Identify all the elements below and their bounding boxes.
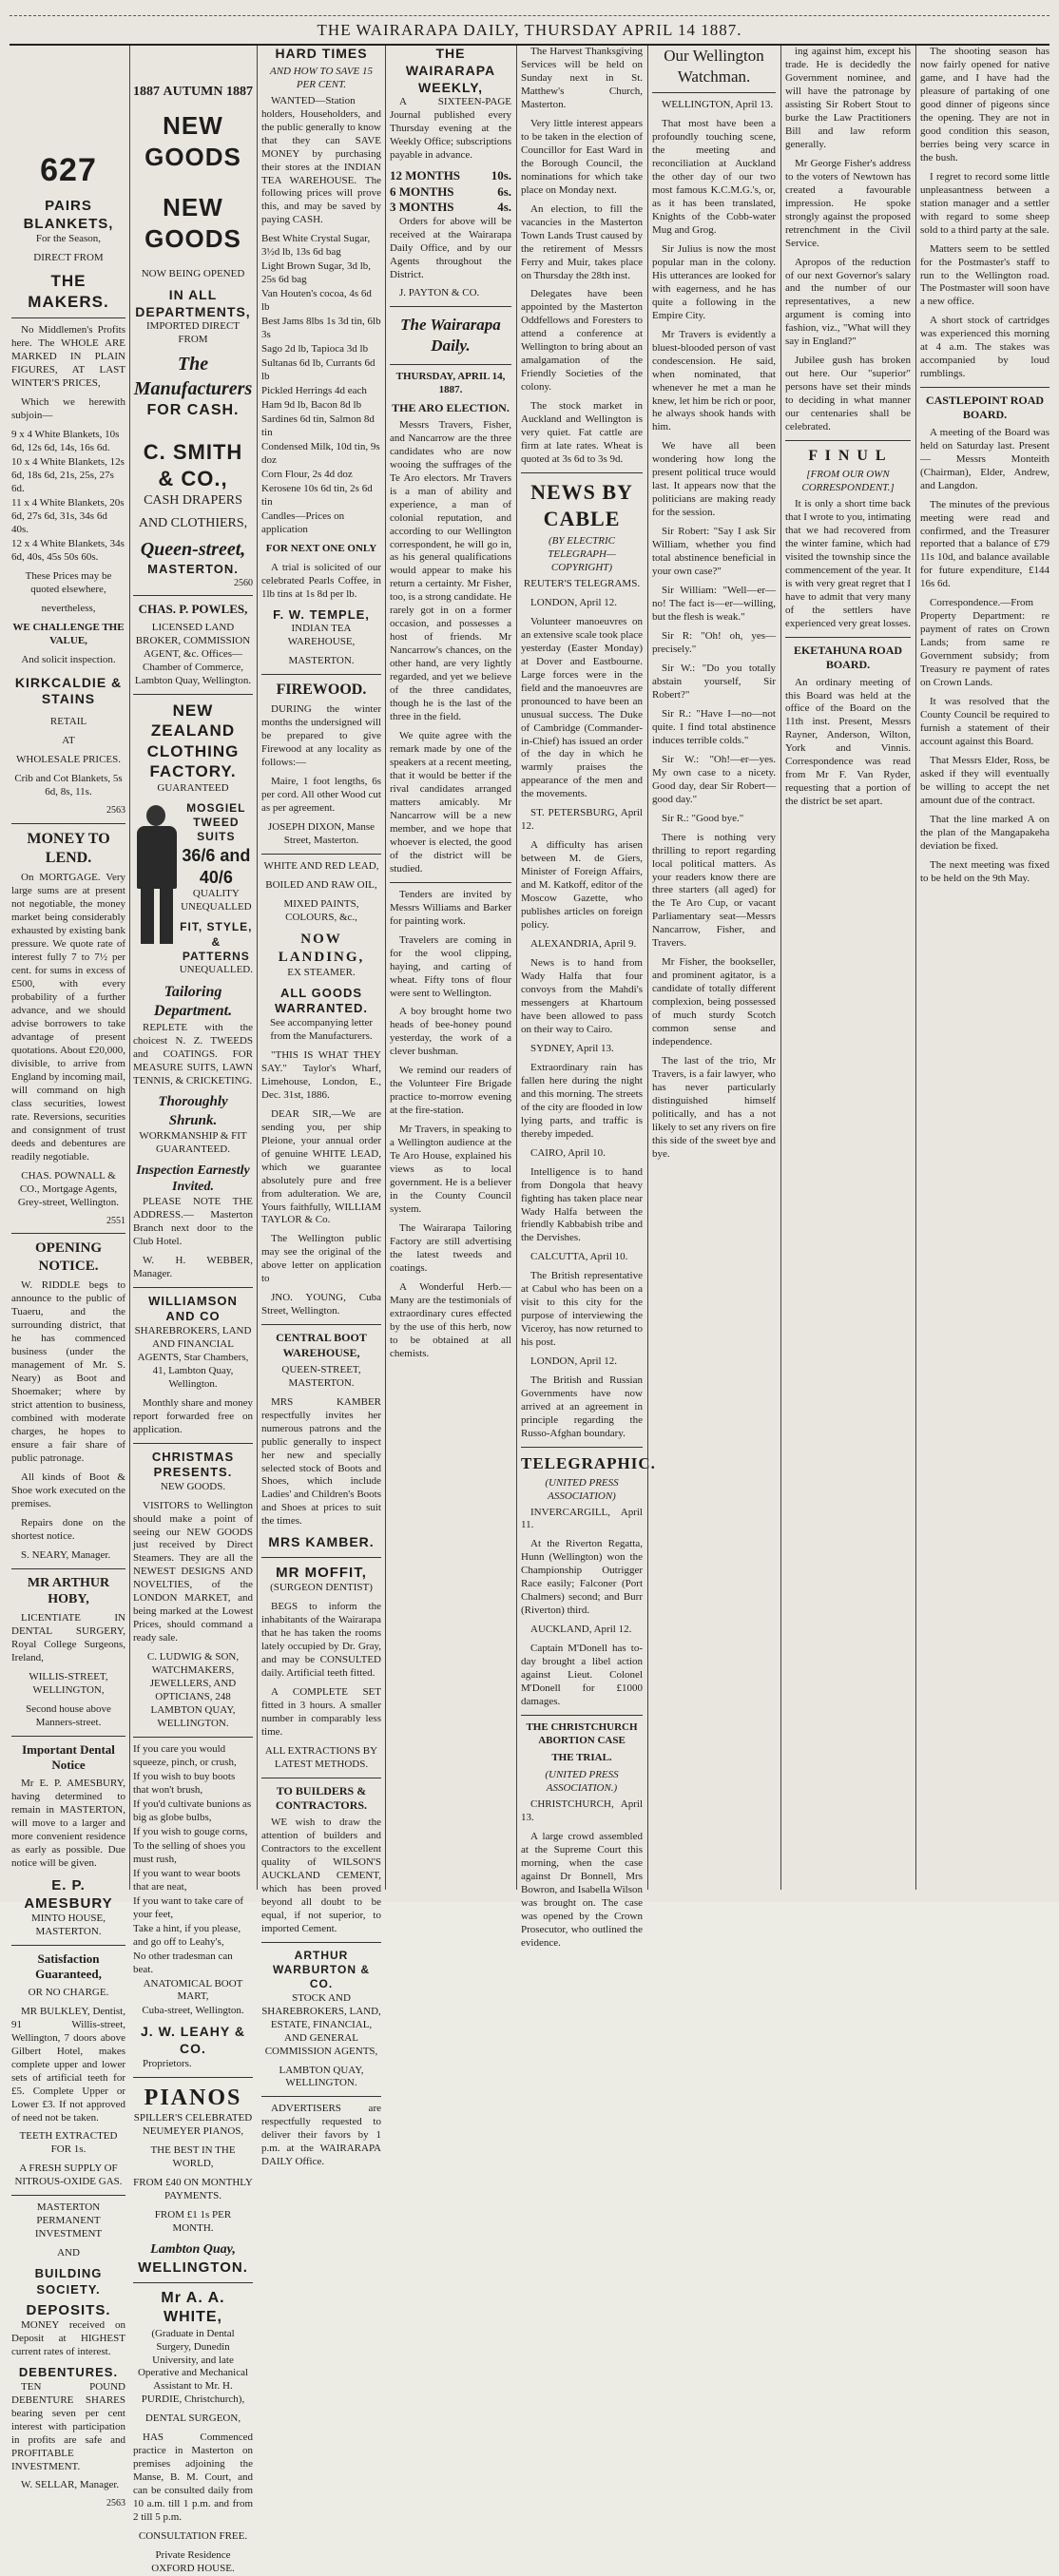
firewood-body: DURING the winter months the undersigned will be prepared to give Firewood at any locality as follows:— bbox=[261, 703, 381, 769]
unequalled: UNEQUALLED. bbox=[179, 964, 253, 976]
inspection: And solicit inspection. bbox=[21, 653, 116, 665]
new-goods: NEW GOODS. bbox=[160, 1480, 226, 1492]
news-body-1: Very little interest appears to be taken in the election of Councillor for East Ward in the Borough Council, the nominations for which take place on Monday next. bbox=[521, 117, 643, 196]
column-2 bbox=[133, 46, 253, 2575]
year-right: 1887 bbox=[226, 85, 253, 99]
orders: Orders for above will be received at the Wairarapa Daily Office, and by our Agents throughout the District. bbox=[390, 215, 511, 280]
local-5: The Wairarapa Tailoring Factory are still advertising the latest tweeds and coatings. bbox=[390, 1222, 511, 1274]
price-item: Van Houten's cocoa, 4s 6d lb bbox=[261, 288, 372, 314]
warburton: ARTHUR WARBURTON & CO. bbox=[272, 1948, 371, 1991]
dateline: AUCKLAND, April 12. bbox=[530, 1624, 632, 1636]
dialogue-line: Sir W.: "Do you totally abstain yourself, Sir Robert?" bbox=[652, 662, 776, 701]
weekly-body: A SIXTEEN-PAGE Journal published every Thursday evening at the Weekly Office; subscriptions payable in advance. bbox=[390, 96, 511, 162]
column-1 bbox=[11, 46, 125, 2509]
masthead-title: THE WAIRARAPA DAILY, THURSDAY APRIL 14 1887. bbox=[317, 21, 742, 39]
opening-body-2: All kinds of Boot & Shoe work executed on the premises. bbox=[11, 1471, 125, 1509]
new-goods-heading-1: NEW GOODS bbox=[144, 110, 241, 171]
telegraphic: TELEGRAPHIC. bbox=[521, 1454, 656, 1472]
town: MASTERTON. bbox=[288, 655, 355, 667]
castlepoint-body-4: It was resolved that the County Council be required to furnish a statement of their account against this Board. bbox=[920, 696, 1049, 748]
dateline: CAIRO, April 10. bbox=[530, 1146, 606, 1159]
see-letter: See accompanying letter from the Manufacturers. bbox=[269, 1016, 374, 1042]
opening-body: W. RIDDLE begs to announce to the public of Tuaeru, and the surrounding district, that he has commenced business (under the management of Mr. S. Neary) as Boot and Shoemaker; where by strict attention to business, combined with moderate charges, he hopes to ensure a fair share of public patronage. bbox=[11, 1279, 125, 1464]
cable-5: Intelligence is to hand from Dongola that heavy fighting has taken place near Wady Halfa between the friendly Kabbabish tribe and the Dervishes. bbox=[521, 1165, 643, 1244]
column-rule bbox=[780, 46, 781, 1890]
white-body: (Graduate in Dental Surgery, Dunedin University, and late Operative and Mechanical Assistant to Mr. H. PURDIE, Christchurch), bbox=[137, 2327, 249, 2406]
deposits-heading: DEPOSITS. bbox=[26, 2302, 111, 2319]
suit-figure bbox=[133, 805, 180, 948]
column-3 bbox=[261, 46, 381, 2168]
price-item: Condensed Milk, 10d tin, 9s doz bbox=[261, 440, 380, 466]
taylor-body: DEAR SIR,—We are sending you, per ship Pleione, your annual order of genuine WHITE LEAD, which we guarantee absolutely pure and free from adulteration. We are, Yours faithfully, WILLIAM TAYLOR & Co. bbox=[261, 1107, 381, 1226]
society-line-1: MASTERTON PERMANENT INVESTMENT bbox=[34, 2201, 103, 2240]
col8-body-4: A short stock of cartridges was experienced this morning at 4 a.m. The stakes was accompanied by loud rumblings. bbox=[920, 315, 1049, 380]
verse-line: If you care you would squeeze, pinch, or crush, bbox=[133, 1743, 237, 1768]
boiled-oil: BOILED AND RAW OIL, bbox=[265, 878, 377, 891]
webber: W. H. WEBBER, Manager. bbox=[133, 1254, 253, 1279]
watchman-6: Mr Fisher, the bookseller, and prominent agitator, is a candidate of totally different complexion, being possessed of much sturdy Scotch common sense and independence. bbox=[652, 956, 776, 1048]
column-7 bbox=[785, 46, 911, 1890]
clothing-factory: NEW ZEALAND CLOTHING FACTORY. bbox=[146, 701, 240, 781]
watchman-1: That most have been a profoundly touching scene, the meeting and reconciliation at Auckland the other day of our two most famous K.C.M.G.'s, or, as it has been translated, Knights of the Cobb-water Mug and Grog. bbox=[652, 118, 776, 236]
satisfaction-heading: Satisfaction Guaranteed, bbox=[35, 1951, 102, 1982]
manufacturers: The Manufacturers bbox=[133, 354, 253, 399]
taylor-header: "THIS IS WHAT THEY SAY." Taylor's Wharf, Limehouse, London, E., Dec. 31st, 1886. bbox=[261, 1048, 381, 1101]
blankets-headline: PAIRS BLANKETS, bbox=[23, 198, 114, 233]
builders: TO BUILDERS & CONTRACTORS. bbox=[275, 1783, 368, 1812]
verse-line: If you'd cultivate bunions as big as globe bulbs, bbox=[133, 1797, 252, 1823]
teeth-extracted: TEETH EXTRACTED FOR 1s. bbox=[19, 2130, 118, 2156]
verse-line: If you wish to gouge corns, bbox=[133, 1825, 248, 1837]
central-boot: CENTRAL BOOT WAREHOUSE, bbox=[276, 1331, 367, 1359]
mosgiel: MOSGIEL TWEED SUITS bbox=[186, 800, 246, 844]
kamber-body: MRS KAMBER respectfully invites her numerous patrons and the public generally to inspect her new and specially selected stock of Boots and Shoes, which include Ladies' and Children's Boots and Shoes at prices to suit the times. bbox=[261, 1395, 381, 1528]
ex-steamer: EX STEAMER. bbox=[287, 966, 356, 978]
all-goods: ALL GOODS WARRANTED. bbox=[274, 985, 369, 1016]
lambton-quay: LAMBTON QUAY, WELLINGTON. bbox=[279, 2064, 364, 2089]
verse-line: Cuba-street, Wellington. bbox=[142, 2005, 244, 2017]
sharebrokers: SHAREBROKERS, LAND AND FINANCIAL AGENTS, Star Chambers, 41, Lambton Quay, Wellington. bbox=[134, 1324, 252, 1390]
weekly-title: THE WAIRARAPA WEEKLY, bbox=[405, 46, 496, 95]
boots-verse bbox=[133, 1743, 253, 2018]
challenge: WE CHALLENGE THE VALUE, bbox=[12, 621, 125, 646]
col7-body-2: Mr George Fisher's address to the voters of Newtown has created a favourable impression. He spoke strongly against the proposed retrenchment in the Civil Service. bbox=[785, 157, 911, 249]
news-body-2: An election, to fill the vacancies in the Masterton Town Lands Trust caused by the retirement of Messrs Ferry and Muir, takes place on Thursday the 28th inst. bbox=[521, 202, 643, 281]
price-item: Best White Crystal Sugar, 3½d lb, 13s 6d bag bbox=[261, 233, 371, 259]
powles-body: LICENSED LAND BROKER, COMMISSION AGENT, &c. Offices—Chamber of Commerce, Lambton Quay, Wellington. bbox=[134, 621, 252, 686]
from1: FROM £1 1s PER MONTH. bbox=[154, 2209, 232, 2235]
firm-name: C. SMITH & CO., bbox=[143, 440, 243, 491]
rate-row: 3 MONTHS 4s. bbox=[390, 200, 511, 215]
dental-heading: Important Dental Notice bbox=[22, 1741, 115, 1773]
or-no-charge: OR NO CHARGE. bbox=[28, 1986, 109, 1998]
suit-block bbox=[133, 801, 253, 983]
paper-title: The Wairarapa Daily. bbox=[400, 316, 501, 356]
fresh-supply: A FRESH SUPPLY OF NITROUS-OXIDE GAS. bbox=[14, 2163, 123, 2188]
castlepoint-body-2: The minutes of the previous meeting were read and confirmed, and the Treasurer reported that a balance of £79 11s 10d, and balance available for future expenditure, £144 16s 6d. bbox=[920, 498, 1049, 590]
monthly: Monthly share and money report forwarded free on application. bbox=[133, 1396, 253, 1435]
dialogue-line: Sir W.: "Oh!—er—yes. My own case to a nicety. Good day, dear Sir Robert—good day." bbox=[652, 753, 776, 805]
election-heading: THE ARO ELECTION. bbox=[392, 400, 510, 414]
rate-row: 6 MONTHS 6s. bbox=[390, 183, 511, 199]
trial: THE TRIAL. bbox=[551, 1752, 612, 1764]
dateline: INVERCARGILL, April 11. bbox=[521, 1506, 643, 1531]
dialogue-line: Sir William: "Well—er—no! The fact is—er—willing, but the flesh is weak." bbox=[652, 585, 776, 624]
temple: F. W. TEMPLE, bbox=[273, 606, 370, 622]
from40: FROM £40 ON MONTHLY PAYMENTS. bbox=[133, 2177, 253, 2202]
verse-line: If you want to wear boots that are neat, bbox=[133, 1867, 241, 1893]
ludwig: C. LUDWIG & SON, WATCHMAKERS, JEWELLERS, AND OPTICIANS, 248 LAMBTON QUAY, WELLINGTON. bbox=[146, 1651, 240, 1730]
stockbrokers: STOCK AND SHAREBROKERS, LAND, ESTATE, FINANCIAL, AND GENERAL COMMISSION AGENTS, bbox=[261, 1991, 381, 2057]
column-5 bbox=[521, 46, 656, 1949]
cable-4: Extraordinary rain has fallen here during the night and this morning. The streets of the city are flooded in low lying parts, and traffic is thereby impeded. bbox=[521, 1061, 643, 1140]
best: THE BEST IN THE WORLD, bbox=[150, 2144, 236, 2170]
thanksgiving: The Harvest Thanksgiving Services will be held on Sunday next in St. Matthew's Church, Masterton. bbox=[521, 46, 643, 110]
kamber-signature: MRS KAMBER. bbox=[268, 1534, 375, 1550]
local-2: A boy brought home two heads of bee-honey pound yesterday, the work of a clever bushman. bbox=[390, 1006, 511, 1058]
pianos: PIANOS bbox=[144, 2085, 242, 2110]
warehouse: INDIAN TEA WAREHOUSE, bbox=[287, 623, 356, 648]
dialogue-line: Sir R.: "Good bye." bbox=[662, 812, 744, 824]
firewood-price: Maire, 1 foot lengths, 6s per cord. All other Wood cut as per agreement. bbox=[261, 776, 381, 815]
price-list bbox=[261, 233, 381, 536]
wanted: WANTED—Station holders, Householders, and the public generally to know that they can SAVE MONEY by purchasing their stores at the INDIAN TEA WAREHOUSE. The following prices will prove this, and may be saved by paying CASH. bbox=[261, 94, 381, 226]
castlepoint-body-6: That the line marked A on the plan of the Mangapakeha deviation be fixed. bbox=[920, 813, 1049, 852]
watchman-5: There is nothing very thrilling to report regarding local political matters. As your readers know there are three starters (all aged) for the Te Aro Cup, or vacant Parliamentary seat—Messrs Nancarrow, Fisher, and Travers. bbox=[652, 831, 776, 950]
masthead bbox=[0, 6, 1059, 44]
local-tenders: Tenders are invited by Messrs Williams and Barker for painting work. bbox=[390, 888, 511, 927]
watchman-2: Sir Julius is now the most popular man in the colony. His utterances are looked for with eagerness, and he has quite a following in the Empire City. bbox=[652, 242, 776, 321]
moffit-body: BEGS to inform the inhabitants of the Wairarapa that he has taken the rooms lately occupied by Dr. Gray, and may be CONSULTED daily. Artificial teeth fitted. bbox=[261, 1601, 381, 1679]
proprietors: Proprietors. bbox=[143, 2057, 192, 2069]
cable-sub: (BY ELECTRIC TELEGRAPH—COPYRIGHT) bbox=[548, 534, 616, 573]
dateline: ALEXANDRIA, April 9. bbox=[530, 938, 637, 951]
finul-heading: F I N U L bbox=[808, 448, 888, 465]
verse-line: If you wish to buy boots that won't brush, bbox=[133, 1770, 236, 1796]
blankets-para-2: Which we herewith subjoin— bbox=[11, 396, 125, 422]
column-8 bbox=[920, 46, 1049, 1890]
advertisers: ADVERTISERS are respectfully requested to deliver their favors by 1 p.m. at the WAIRARAPA DAILY Office. bbox=[261, 2103, 381, 2168]
abortion-case: THE CHRISTCHURCH ABORTION CASE bbox=[526, 1721, 638, 1747]
hoby-heading: MR ARTHUR HOBY, bbox=[27, 1575, 110, 1607]
price-line: 10 x 4 White Blankets, 12s 6d, 18s 6d, 21s, 25s, 27s 6d. bbox=[11, 456, 125, 495]
deposits-body: MONEY received on Deposit at HIGHEST current rates of interest. bbox=[11, 2319, 125, 2358]
year-left: 1887 bbox=[133, 85, 160, 99]
col8-body-3: Matters seem to be settled for the Postmaster's staff to run to the Wellington road. The Postmaster will soon have a new office. bbox=[920, 242, 1049, 308]
watchman-7: The last of the trio, Mr Travers, is a fair lawyer, who has never particularly distinguished himself politically, and has a not likely to set any rivers on fire this side of the sweet bye and bye. bbox=[652, 1055, 776, 1160]
retail: RETAIL bbox=[49, 716, 87, 728]
white-lead: WHITE AND RED LEAD, bbox=[263, 859, 379, 872]
castlepoint-body-5: That Messrs Elder, Ross, be asked if they will eventually be willing to accept the net amount due of the contract. bbox=[920, 755, 1049, 806]
dental-address: MINTO HOUSE, MASTERTON. bbox=[30, 1912, 106, 1937]
price-item: Corn Flour, 2s 4d doz bbox=[261, 468, 353, 480]
price-item: Light Brown Sugar, 3d lb, 25s 6d bag bbox=[261, 260, 372, 286]
thoroughly: Thoroughly Shrunk. bbox=[158, 1094, 228, 1128]
white: Mr A. A. WHITE, bbox=[161, 2289, 225, 2326]
departments: IN ALL DEPARTMENTS, bbox=[135, 286, 251, 319]
price-item: Sultanas 6d lb, Currants 6d lb bbox=[261, 357, 375, 383]
dateline: CALCUTTA, April 10. bbox=[530, 1251, 628, 1263]
autumn-label: AUTUMN bbox=[163, 85, 223, 99]
jno-young: JNO. YOUNG, Cuba Street, Wellington. bbox=[261, 1292, 381, 1317]
price-item: Pickled Herrings 4d each bbox=[261, 385, 367, 397]
rate-table bbox=[390, 168, 511, 216]
castlepoint-heading: CASTLEPOINT ROAD BOARD. bbox=[925, 394, 1045, 422]
castlepoint-body: A meeting of the Board was held on Saturday last. Present — Messrs Monteith (Chairman), Elder, Andrew, and Langdon. bbox=[920, 426, 1049, 491]
firewood: FIREWOOD. bbox=[276, 681, 367, 698]
trial: A trial is solicited of our celebrated Pearls Coffee, in 1lb tins at 1s 8d per lb. bbox=[261, 561, 381, 600]
column-rule bbox=[647, 46, 648, 1890]
trial-body: A large crowd assembled at the Supreme Court this morning, when the case against Dr Bonnell, Mrs Bowron, and Isabella Wilson was brought on. The case was opened by the Crown Prosecutor, who outlined the evidence. bbox=[521, 1830, 643, 1949]
verse-line: To the selling of shoes you must rush, bbox=[133, 1839, 246, 1865]
castlepoint-body-7: The next meeting was fixed to be held on the 9th May. bbox=[920, 858, 1049, 884]
leahy: J. W. LEAHY & CO. bbox=[141, 2024, 245, 2057]
dixon: JOSEPH DIXON, Manse Street, Masterton. bbox=[267, 821, 375, 847]
cable-6: The British representative at Cabul who has been on a visit to this city for the purpose of interviewing the Viceroy, has now returned to his post. bbox=[521, 1270, 643, 1349]
local-6: A Wonderful Herb.—Many are the testimonials of extraordinary cures effected by the use of this herb, now to be obtained at all chemists. bbox=[390, 1280, 511, 1359]
hard-times: HARD TIMES bbox=[275, 46, 368, 61]
col7-body-4: Jubilee gush has broken out here. Our "superior" persons have set their minds to deciding in what manner our centenaries shall be celebrated. bbox=[785, 355, 911, 433]
dialogue bbox=[652, 526, 776, 825]
payton: J. PAYTON & CO. bbox=[399, 287, 480, 299]
price-item: Candles—Prices on application bbox=[261, 509, 345, 535]
cable-3: News is to hand from Wady Halfa that four convoys from the Mahdi's messengers at Khartoum have been allowed to pass on their way to Cairo. bbox=[521, 957, 643, 1035]
town: MASTERTON. bbox=[147, 562, 239, 577]
please-note: PLEASE NOTE THE ADDRESS.— Masterton Branch next door to the Club Hotel. bbox=[133, 1196, 253, 1247]
imported: IMPORTED DIRECT FROM bbox=[145, 320, 241, 346]
dateline: SYDNEY, April 13. bbox=[530, 1042, 614, 1054]
blankets-para-1: No Middlemen's Profits here. The WHOLE ARE MARKED IN PLAIN FIGURES, AT LAST WINTER'S PRICES, bbox=[11, 324, 125, 390]
verse-line: If you want to take care of your feet, bbox=[133, 1894, 244, 1920]
news-body-3: Delegates have been appointed by the Masterton Oddfellows and Foresters to attend a conference at Wellington to bring about an amalgamation of the Friendly Societies of the colony. bbox=[521, 288, 643, 394]
verse-line: ANATOMICAL BOOT MART, bbox=[143, 1977, 243, 2003]
election-body-2: We quite agree with the remark made by one of the speakers at a recent meeting, that it would be better if the rival candidates arranged matters amicably. Mr Nancarrow will be a new member, and we hope that whoever is elected, the good of the district will be studied. bbox=[390, 730, 511, 875]
column-rule bbox=[516, 46, 517, 1890]
ad-number: 2563 bbox=[106, 2498, 125, 2509]
tel-1: At the Riverton Regatta, Hunn (Wellington) won the Championship Outrigger Race easily; Falconer (Port Chalmers) second; and Burr (Riverton) third. bbox=[521, 1538, 643, 1617]
price-line: 11 x 4 White Blankets, 20s 6d, 27s 6d, 31s, 34s 6d 40s. bbox=[11, 496, 125, 535]
column-rule bbox=[129, 46, 130, 1890]
dialogue-line: Sir R: "Oh! oh, yes—precisely." bbox=[652, 630, 776, 655]
guaranteed: GUARANTEED bbox=[157, 782, 229, 794]
for-cash: FOR CASH. bbox=[146, 402, 240, 419]
date-line: THURSDAY, APRIL 14, 1887. bbox=[395, 370, 506, 395]
ad-number: 2560 bbox=[234, 577, 253, 588]
suit-price: 36/6 and 40/6 bbox=[182, 845, 251, 887]
news-by-cable: NEWS BY CABLE bbox=[530, 480, 633, 530]
eketahuna-heading: EKETAHUNA ROAD BOARD. bbox=[793, 644, 903, 672]
hoby-address-2: Second house above Manners-street. bbox=[26, 1703, 111, 1729]
castlepoint-body-3: Correspondence.—From Property Department: re payment of rates on Crown Lands; from same re Government subsidy; from Treasury re payment of rates on Crown Lands. bbox=[920, 597, 1049, 689]
column-rule bbox=[385, 46, 386, 1890]
at: AT bbox=[62, 735, 75, 747]
col7-body-3: Apropos of the reduction of our next Governor's salary and the number of our representatives, a new argument is coming into fashion, viz., "What will they say in England?" bbox=[785, 256, 911, 348]
opening-heading: OPENING NOTICE. bbox=[34, 1240, 102, 1275]
dialogue-line: Sir Robert: "Say I ask Sir William, whether you find total abstinence beneficial in your own case?" bbox=[652, 526, 776, 578]
debentures-body: TEN POUND DEBENTURE SHARES bearing seven per cent interest with participation in profits are safe and PROFITABLE INVESTMENT. bbox=[11, 2380, 125, 2472]
column-4 bbox=[390, 46, 511, 1890]
column-rule bbox=[915, 46, 916, 1890]
dateline: CHRISTCHURCH, April 13. bbox=[521, 1797, 643, 1823]
society-name: BUILDING SOCIETY. bbox=[34, 2266, 103, 2297]
finul-body: It is only a short time back that I wrote to you, intimating that we had recovered from the winter famine, which had visited the township since the commencement of the year. It is with very great regret that I have to admit that very many of the settlers have experienced very great losses. bbox=[785, 498, 911, 630]
price-line: 9 x 4 White Blankets, 10s 6d, 12s 6d, 14s, 16s 6d. bbox=[11, 429, 120, 454]
moffit: MR MOFFIT, bbox=[276, 1565, 367, 1582]
now-landing: NOW LANDING, bbox=[278, 931, 365, 965]
hard-times-sub: AND HOW TO SAVE 15 PER CENT. bbox=[269, 65, 374, 90]
hoby-body: LICENTIATE IN DENTAL SURGERY, Royal College Surgeons, Ireland, bbox=[11, 1612, 125, 1664]
visitors: VISITORS to Wellington should make a point of seeing our NEW GOODS just received by Direct Steamers. They are all the NEWEST DESIGNS AND NOVELTIES, of the LONDON MARKET, and being marked at the Lowest Prices, should command a ready sale. bbox=[133, 1499, 253, 1644]
local-4: Mr Travers, in speaking to a Wellington audience at the Te Aro House, explained his views as to local government. He is a believer in the County Council system. bbox=[390, 1124, 511, 1216]
debentures-heading: DEBENTURES. bbox=[18, 2365, 119, 2380]
money-heading: MONEY TO LEND. bbox=[27, 830, 110, 867]
trial-sub: (UNITED PRESS ASSOCIATION.) bbox=[545, 1768, 619, 1794]
lambton: Lambton Quay, bbox=[150, 2242, 236, 2258]
firm-name: KIRKCALDIE & STAINS bbox=[14, 674, 123, 707]
price-item: Ham 9d lb, Bacon 8d lb bbox=[261, 399, 362, 412]
drapers: CASH DRAPERS bbox=[144, 493, 242, 509]
consultation: CONSULTATION FREE. bbox=[138, 2530, 248, 2543]
surgeon: (SURGEON DENTIST) bbox=[270, 1582, 373, 1594]
commenced: HAS Commenced practice in Masterton on premises adjoining the Manse, B. M. Court, and can be consulted daily from 10 a.m. till 1 p.m. and from 2 till 5 p.m. bbox=[133, 2432, 253, 2524]
perforated-edge bbox=[10, 15, 1049, 16]
new-goods-heading-2: NEW GOODS bbox=[144, 192, 241, 253]
dateline: WELLINGTON, April 13. bbox=[662, 99, 774, 111]
news-body-4: The stock market in Auckland and Wellington is very quiet. Fat cattle are firm at late rates. Wheat is quoted at 3s 6d to 3s 9d. bbox=[521, 400, 643, 466]
tailoring: Tailoring Department. bbox=[153, 984, 233, 1020]
dental-name: E. P. AMESBURY bbox=[24, 1876, 113, 1912]
clothiers: AND CLOTHIERS, bbox=[138, 516, 248, 530]
wellington-public: The Wellington public may see the original of the above letter on application to bbox=[261, 1233, 381, 1285]
workmanship: WORKMANSHIP & FIT GUARANTEED. bbox=[139, 1129, 247, 1155]
intro-line-2: DIRECT FROM bbox=[33, 252, 104, 264]
finul-sub: [FROM OUR OWN CORRESPONDENT.] bbox=[801, 469, 895, 494]
ad-number: 2563 bbox=[106, 805, 125, 817]
local-3: We remind our readers of the Volunteer Fire Brigade practice to-morrow evening at the fire-station. bbox=[390, 1065, 511, 1117]
blankets-para-3: These Prices may be quoted elsewhere, bbox=[25, 569, 112, 595]
rate-row: 12 MONTHS 10s. bbox=[390, 168, 511, 183]
queen-street: QUEEN-STREET, MASTERTON. bbox=[281, 1363, 361, 1389]
inspection: Inspection Earnestly Invited. bbox=[136, 1163, 250, 1195]
spiller: SPILLER'S CELEBRATED NEUMEYER PIANOS, bbox=[133, 2112, 253, 2138]
col8-body-1: The shooting season has now fairly opened for native game, and I have had the pleasure of partaking of one good dinner of pigeons since the opening. They are not in good condition this season, berries being very scarce in the bush. bbox=[920, 46, 1049, 163]
wholesale: WHOLESALE PRICES. bbox=[16, 754, 121, 766]
debentures-signature: W. SELLAR, Manager. bbox=[21, 2479, 120, 2491]
cable-7: The British and Russian Governments have now arrived at an agreement in principle regarding the Russo-Afghan boundary. bbox=[521, 1375, 643, 1440]
builders-body: WE wish to draw the attention of builders and Contractors to the excellent quality of WILSON'S AUCKLAND CEMENT, which has been proved beyond all doubt to be equal, if not superior, to imported Cement. bbox=[261, 1817, 381, 1934]
blankets-para-4: nevertheless, bbox=[41, 602, 96, 614]
eketahuna-body: An ordinary meeting of this Board was held at the office of the Board on the 11th inst. Present, Messrs Rayner, Anderson, Wilton, York and Vinnis. Correspondence was read from Mr F. Van Ryder, requesting that a portion of the district be set apart. bbox=[785, 676, 911, 808]
election-body: Messrs Travers, Fisher, and Nancarrow are the three candidates who are now wooing the suffrages of the Te Aro electors. Mr Travers is a man of ability and experience, a man of colonial reputation, and according to our Wellington correspondent, he will go in, as his general qualifications would appear to make his return a certainty. Mr Fisher, too, is a strong candidate. He rarely got in on a former occasion, and possesses a host of friends. Mr Nancarrow's chances, on the other hand, are very lightly regarded, and yet we believe of the three candidates, though he is the last of the three in the field. bbox=[390, 418, 511, 723]
williamson: WILLIAMSON AND CO bbox=[148, 1293, 238, 1324]
complete-set: A COMPLETE SET fitted in 3 hours. A smaller number in comparably less time. bbox=[261, 1685, 381, 1738]
verse-line: No other tradesman can beat. bbox=[133, 1950, 233, 1975]
for-cash: FOR NEXT ONE ONLY bbox=[265, 542, 377, 554]
price-item: Best Jams 8lbs 1s 3d tin, 6lb 3s bbox=[261, 316, 381, 341]
watchman-heading: Our Wellington Watchman. bbox=[664, 47, 764, 86]
hoby-address: WILLIS-STREET, WELLINGTON, bbox=[29, 1671, 108, 1697]
fit: FIT, STYLE, & PATTERNS bbox=[180, 920, 253, 963]
tel-2: Captain M'Donell has to-day brought a libel action against Lieut. Colonel M'Donell for £1000 damages. bbox=[521, 1643, 643, 1708]
cable-2: A difficulty has arisen between M. de Giers, Minister of Foreign Affairs, and M. Katkoff, editor of the Moscow Gazette, who publishes articles on foreign policy. bbox=[521, 839, 643, 932]
powles-heading: CHAS. P. POWLES, bbox=[138, 602, 248, 617]
blankets-count: 627 bbox=[40, 152, 97, 188]
quality: QUALITY UNEQUALLED bbox=[181, 888, 252, 913]
wellington: WELLINGTON. bbox=[138, 2259, 248, 2276]
watchman-4: We have all been wondering how long the present political truce would last. It appears now that the politicians are making ready for the session. bbox=[652, 440, 776, 519]
price-item: Kerosene 10s 6d tin, 2s 6d tin bbox=[261, 482, 373, 508]
price-item: Sago 2d lb, Tapioca 3d lb bbox=[261, 343, 369, 356]
price-item: Sardines 6d tin, Salmon 8d tin bbox=[261, 413, 375, 438]
bulkley-body: MR BULKLEY, Dentist, 91 Willis-street, Wellington, 7 doors above Gilbert Hotel, makes complete upper and lower sets of artificial teeth for £5. Complete Upper or Lower £3. If not approved of need not be taken. bbox=[11, 2005, 125, 2124]
price-line: 12 x 4 White Blankets, 34s 6d, 40s, 45s 50s 60s. bbox=[11, 537, 125, 563]
xmas: CHRISTMAS PRESENTS. bbox=[151, 1449, 235, 1480]
column-6 bbox=[652, 46, 776, 1890]
opening-signature: S. NEARY, Manager. bbox=[21, 1548, 111, 1561]
showing: NOW BEING OPENED bbox=[141, 267, 245, 279]
makers-heading: THE MAKERS. bbox=[28, 272, 109, 311]
dental-body: Mr E. P. AMESBURY, having determined to remain in MASTERTON, will move to a larger and more convenient residence as early as possible. Due notice will be given. bbox=[11, 1777, 125, 1869]
dialogue-line: Sir R.: "Have I—no—not quite. I find total abstinence induces terrible colds." bbox=[652, 707, 776, 746]
column-rule bbox=[257, 46, 258, 1890]
watchman-3: Mr Travers is evidently a bluest-blooded person of vast condescension. He said, when nominated, that whenever he met a man he knew, let him be rich or poor, he always shook hands with him. bbox=[652, 328, 776, 433]
col8-body-2: I regret to record some little unpleasantness between a station manager and a settler with regard to some sheep sold to a third party at the sale. bbox=[920, 170, 1049, 236]
extractions: ALL EXTRACTIONS BY LATEST METHODS. bbox=[264, 1744, 378, 1770]
private: Private Residence OXFORD HOUSE. bbox=[151, 2549, 235, 2575]
reuters: REUTER'S TELEGRAMS. bbox=[523, 577, 641, 589]
col7-body-1: ing against him, except his trade. He is decidedly the Government nominee, and will have the patronage by assisting Sir Robert Stout to burke the Law Practitioners Bill and law reform generally. bbox=[785, 46, 911, 150]
dateline: LONDON, April 12. bbox=[530, 1355, 618, 1368]
intro-line-1: For the Season, bbox=[35, 233, 102, 245]
dental-surgeon: DENTAL SURGEON, bbox=[144, 2413, 241, 2425]
dateline: ST. PETERSBURG, April 12. bbox=[521, 807, 643, 833]
mixed-paints: MIXED PAINTS, COLOURS, &c., bbox=[283, 897, 359, 923]
street: Queen-street, bbox=[140, 538, 246, 560]
cot-blankets: Crib and Cot Blankets, 5s 6d, 8s, 11s. bbox=[14, 773, 123, 798]
money-signature: CHAS. POWNALL & CO., Mortgage Agents, Grey-street, Wellington. bbox=[17, 1169, 120, 1208]
society-line-2: AND bbox=[57, 2247, 80, 2259]
dateline: LONDON, April 12. bbox=[530, 596, 618, 608]
telegraphic-sub: (UNITED PRESS ASSOCIATION) bbox=[545, 1476, 619, 1502]
opening-body-3: Repairs done on the shortest notice. bbox=[11, 1516, 125, 1542]
verse-line: Take a hint, if you please, and go off to Leahy's, bbox=[133, 1922, 241, 1948]
local-1: Travelers are coming in for the wool clipping, haying, and carting of wheat. Fifty tons of flour were sent to Wellington. bbox=[390, 933, 511, 999]
blanket-price-list bbox=[11, 429, 125, 565]
money-body: On MORTGAGE. Very large sums are at present not negotiable, the money market being considerably exhausted by existing bank pressure. We quote rate of interest fully 7 to 7½ per cent. for sums in excess of £500, with every probability of a further advance, and we should advise borrowers to take advantage of present quotations. About £20,000, divisible, to arrive from England by incoming mail, will command on high class securities, lowest rate. Reversions, securities and consignment of trust deeds and debentures are readily negotiable. bbox=[11, 872, 125, 1163]
ad-number: 2551 bbox=[106, 1215, 125, 1226]
cable-1: Volunteer manoeuvres on an extensive scale took place yesterday (Easter Monday) at Dover and Eastbourne. Large forces were in the field and the manoeuvres are pronounced to have been an unusual success. The Duke of Cambridge (Commander-in-Chief) has issued an order of the day in which he warmly praises the appearance of the men and the movements. bbox=[521, 615, 643, 800]
replete: REPLETE with the choicest N. Z. TWEEDS and COATINGS. FOR MEASURE SUITS, LAWN TENNIS, & CRICKETING. bbox=[133, 1021, 253, 1086]
autumn-banner bbox=[133, 84, 253, 101]
